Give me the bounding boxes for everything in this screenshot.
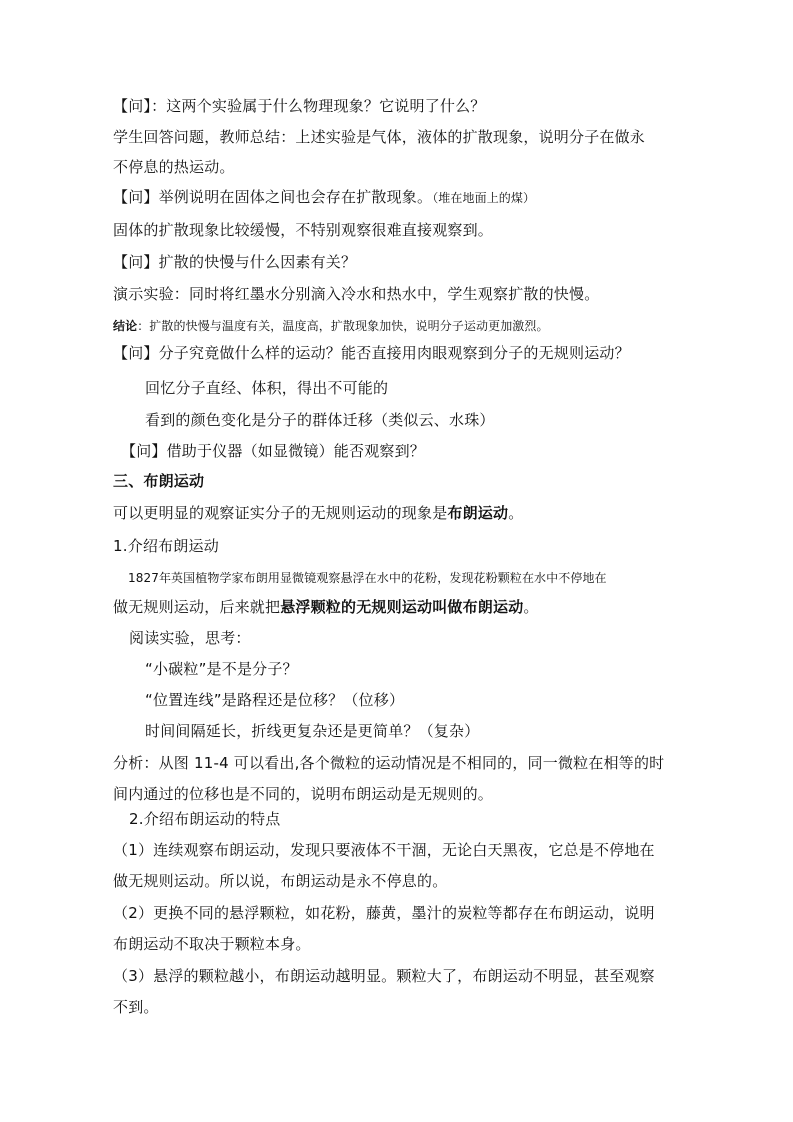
paragraph-line: 学生回答问题，教师总结：上述实验是气体，液体的扩散现象，说明分子在做永	[113, 128, 646, 146]
question-line: 【问】：这两个实验属于什么物理现象？它说明了什么？	[113, 97, 486, 115]
punctuation: 。	[508, 504, 524, 522]
subheading: 1.介绍布朗运动	[113, 537, 219, 555]
list-item: （3）悬浮的颗粒越小，布朗运动越明显。颗粒大了，布朗运动不明显，甚至观察	[113, 967, 655, 985]
key-term: 布朗运动	[447, 504, 509, 522]
question-line: 【问】扩散的快慢与什么因素有关？	[113, 253, 357, 271]
paragraph-line: 回忆分子直经、体积，得出不可能的	[145, 379, 389, 397]
paragraph-text: 做无规则运动，后来就把	[113, 598, 281, 616]
paragraph-line: 时间间隔延长，折线更复杂还是更简单？（复杂）	[145, 722, 480, 740]
paragraph-line: 看到的颜色变化是分子的群体迁移（类似云、水珠）	[145, 411, 495, 429]
list-item: （1）连续观察布朗运动，发现只要液体不干涸，无论白天黑夜，它总是不停地在	[113, 841, 655, 859]
question-line: 【问】借助于仪器（如显微镜）能否观察到？	[121, 442, 426, 460]
paragraph-line: 分析：从图 11-4 可以看出,各个微粒的运动情况是不相同的，同一微粒在相等的时	[113, 754, 665, 772]
list-item: （2）更换不同的悬浮颗粒，如花粉，藤黄，墨汁的炭粒等都存在布朗运动，说明	[113, 904, 655, 922]
paragraph-text: 可以更明显的观察证实分子的无规则运动的现象是	[113, 504, 448, 522]
subheading: 2.介绍布朗运动的特点	[129, 810, 281, 828]
list-item-continuation: 布朗运动不取决于颗粒本身。	[113, 935, 311, 953]
paragraph-line: 1827年英国植物学家布朗用显微镜观察悬浮在水中的花粉，发现花粉颗粒在水中不停地在	[128, 571, 607, 585]
conclusion-label: 结论	[113, 319, 138, 333]
paragraph-line: 不停息的热运动。	[113, 158, 235, 176]
paragraph-line	[113, 597, 539, 617]
list-item-continuation: 做无规则运动。所以说，布朗运动是永不停息的。	[113, 872, 448, 890]
paragraph-line: 间内通过的位移也是不同的，说明布朗运动是无规则的。	[113, 785, 494, 803]
key-definition: 悬浮颗粒的无规则运动叫做布朗运动	[280, 598, 524, 616]
paragraph-line: 固体的扩散现象比较缓慢，不特别观察很难直接观察到。	[113, 221, 494, 239]
conclusion-text: ：扩散的快慢与温度有关，温度高，扩散现象加快，说明分子运动更加激烈。	[137, 319, 549, 333]
paragraph-line: 演示实验：同时将红墨水分别滴入冷水和热水中，学生观察扩散的快慢。	[113, 285, 600, 303]
paragraph-line: “位置连线”是路程还是位移？（位移）	[145, 691, 405, 709]
paragraph-line: 阅读实验，思考：	[129, 629, 251, 647]
question-line: 【问】分子究竟做什么样的运动？能否直接用肉眼观察到分子的无规则运动？	[113, 344, 630, 362]
punctuation: 。	[523, 598, 539, 616]
note-text: （堆在地面上的煤）	[432, 191, 536, 205]
paragraph-line: “小碳粒”是不是分子？	[145, 660, 298, 678]
question-line	[113, 187, 535, 208]
section-heading: 三、布朗运动	[113, 472, 205, 490]
paragraph-line	[113, 503, 523, 523]
question-text: 【问】举例说明在固体之间也会存在扩散现象。	[113, 188, 433, 206]
conclusion-line	[113, 316, 549, 336]
list-item-continuation: 不到。	[113, 998, 159, 1016]
